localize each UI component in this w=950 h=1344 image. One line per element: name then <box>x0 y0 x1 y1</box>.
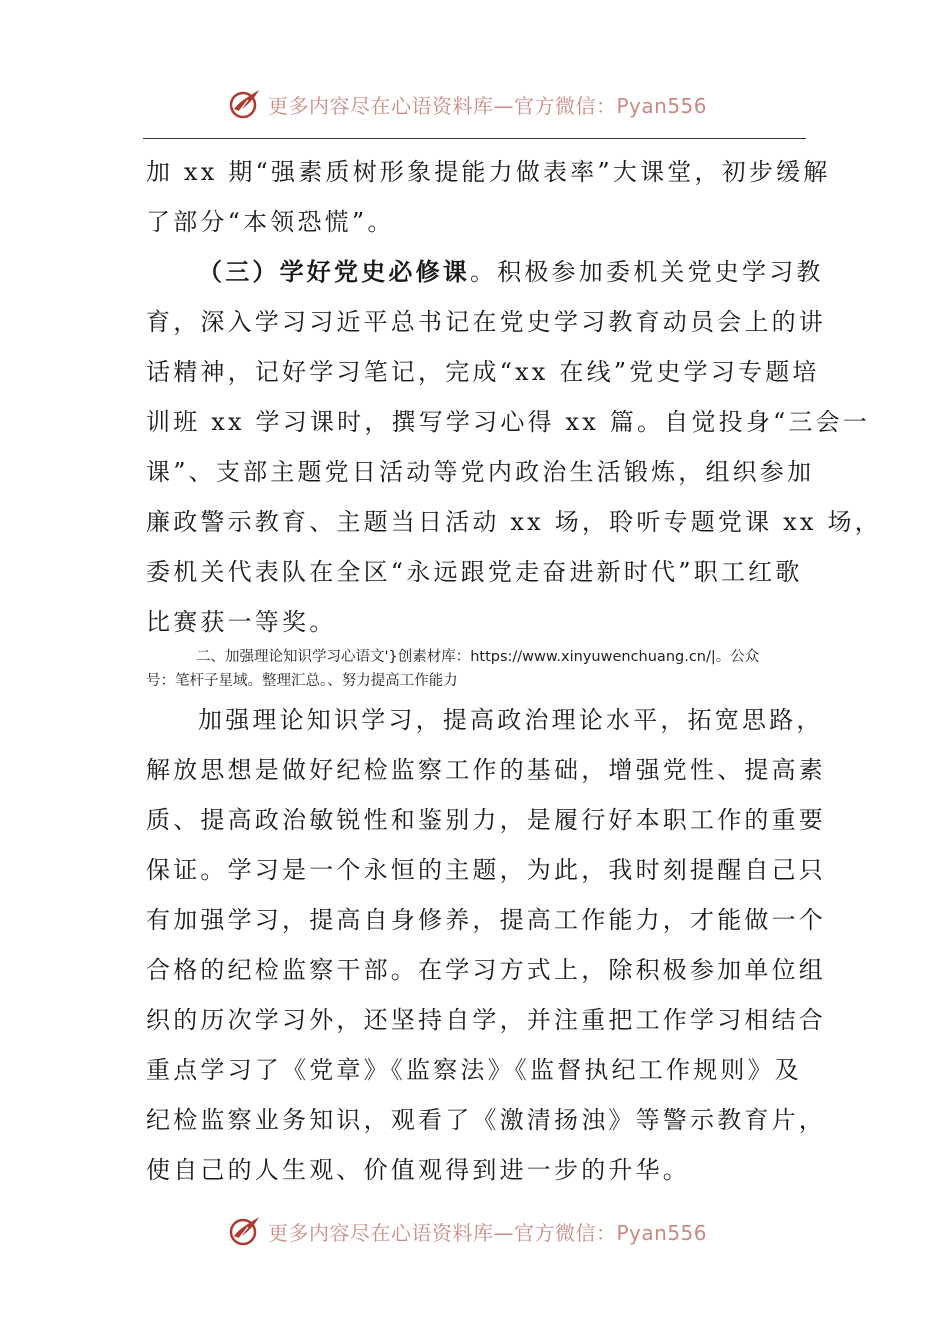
paragraph-2-line-5: 课”、支部主题党日活动等党内政治生活锻炼，组织参加 <box>146 458 815 486</box>
section-heading: （三）学好党史必修课 <box>198 257 470 286</box>
header-banner <box>228 84 748 124</box>
quill-logo-icon <box>228 1214 262 1248</box>
note-line-1: 二、加强理论知识学习心语文'}创素材库：https://www.xinyuwenchuang.cn/|。公众 <box>196 649 760 665</box>
paragraph-2-line-6: 廉政警示教育、主题当日活动 xx 场，聆听专题党课 xx 场， <box>146 508 882 536</box>
banner-text: 更多内容尽在心语资料库—官方微信：Pyan556 <box>268 93 708 118</box>
paragraph-3-line-4: 保证。学习是一个永恒的主题，为此，我时刻提醒自己只 <box>146 856 826 884</box>
paragraph-2-line-8: 比赛获一等奖。 <box>146 608 337 636</box>
paragraph-2-line-3: 话精神，记好学习笔记，完成“xx 在线”党史学习专题培 <box>146 358 820 386</box>
header-rule <box>143 138 806 139</box>
paragraph-3-line-5: 有加强学习，提高自身修养，提高工作能力，才能做一个 <box>146 906 826 934</box>
paragraph-2-line-1-text: 。积极参加委机关党史学习教 <box>470 258 824 286</box>
paragraph-2-line-7: 委机关代表队在全区“永远跟党走奋进新时代”职工红歌 <box>146 558 803 586</box>
banner-text: 更多内容尽在心语资料库—官方微信：Pyan556 <box>268 1220 708 1245</box>
paragraph-3-line-9: 纪检监察业务知识，观看了《激清扬浊》等警示教育片， <box>146 1106 826 1134</box>
footer-banner <box>228 1211 748 1251</box>
paragraph-1-line-1: 加 xx 期“强素质树形象提能力做表率”大课堂，初步缓解 <box>146 158 831 186</box>
paragraph-2-line-2: 育，深入学习习近平总书记在党史学习教育动员会上的讲 <box>146 308 826 336</box>
paragraph-2-line-4: 训班 xx 学习课时，撰写学习心得 xx 篇。自觉投身“三会一 <box>146 408 871 436</box>
paragraph-3-line-8: 重点学习了《党章》《监察法》《监督执纪工作规则》及 <box>146 1056 802 1084</box>
paragraph-3-line-6: 合格的纪检监察干部。在学习方式上，除积极参加单位组 <box>146 956 826 984</box>
paragraph-3-line-2: 解放思想是做好纪检监察工作的基础，增强党性、提高素 <box>146 756 826 784</box>
paragraph-1-line-2: 了部分“本领恐慌”。 <box>146 208 395 236</box>
paragraph-3-line-7: 织的历次学习外，还坚持自学，并注重把工作学习相结合 <box>146 1006 826 1034</box>
note-line-2: 号：笔杆子星域。整理汇总。、努力提高工作能力 <box>146 673 458 689</box>
paragraph-3-line-10: 使自己的人生观、价值观得到进一步的升华。 <box>146 1156 690 1184</box>
paragraph-3-line-1: 加强理论知识学习，提高政治理论水平，拓宽思路， <box>198 706 824 734</box>
quill-logo-icon <box>228 87 262 121</box>
paragraph-2-line-1 <box>198 247 858 297</box>
paragraph-3-line-3: 质、提高政治敏锐性和鉴别力，是履行好本职工作的重要 <box>146 806 826 834</box>
